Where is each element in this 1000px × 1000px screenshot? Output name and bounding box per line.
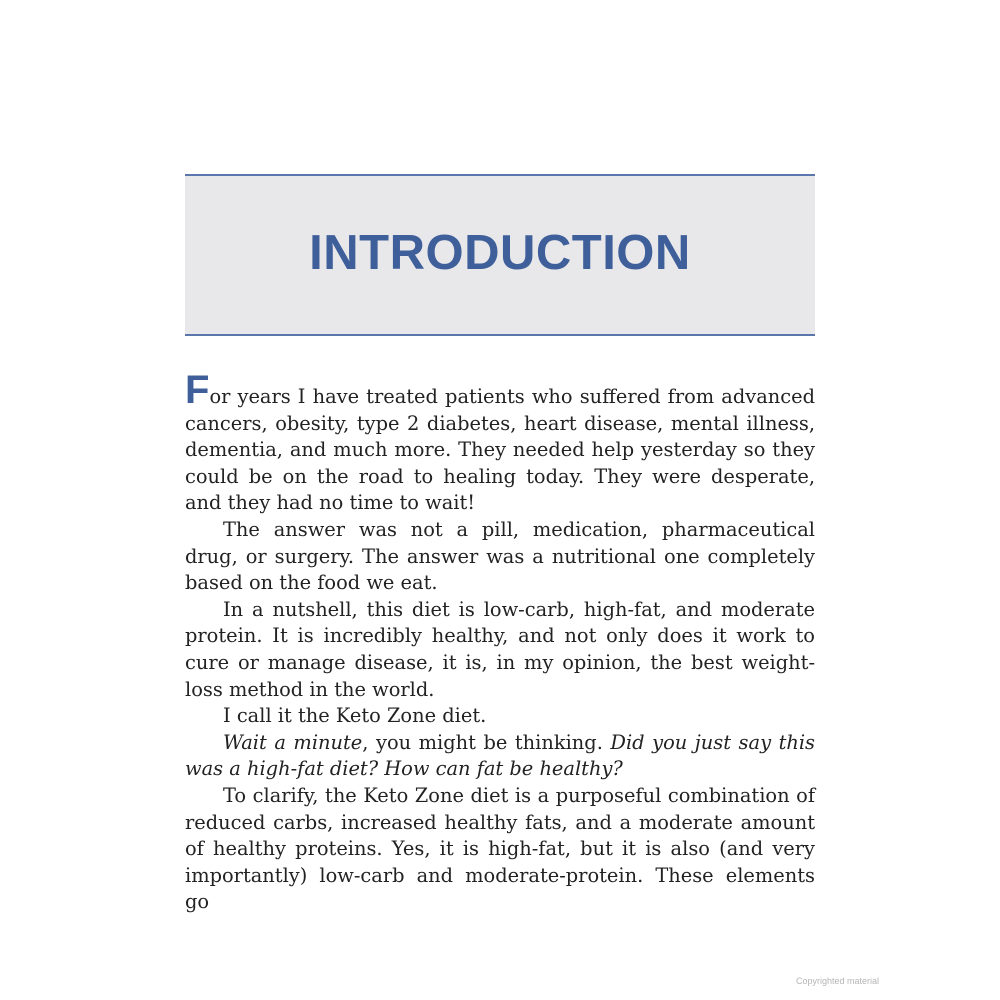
paragraph-5-italic-b: Did you just say this was a high-fat diet? How can fat be healthy?	[185, 730, 815, 781]
chapter-title: INTRODUCTION	[309, 226, 691, 280]
body-text	[185, 368, 815, 916]
paragraph-6: To clarify, the Keto Zone diet is a purposeful combination of reduced carbs, increased healthy fats, and a moderate amount of healthy proteins. Yes, it is high-fat, but it is also (and very importantly) low-carb and moderate-protein. These elements go	[185, 783, 815, 914]
drop-cap: F	[185, 368, 210, 412]
chapter-title-band	[185, 174, 815, 336]
paragraph-5-italic-a: Wait a minute	[223, 730, 363, 754]
paragraph-5-plain: , you might be thinking.	[362, 730, 611, 754]
paragraph-4: I call it the Keto Zone diet.	[223, 704, 487, 728]
copyright-note: Copyrighted material	[796, 976, 880, 986]
paragraph-1	[185, 368, 815, 517]
paragraph-3: In a nutshell, this diet is low-carb, high-fat, and moderate protein. It is incredibly healthy, and not only does it work to cure or manage disease, it is, in my opinion, the best weight-loss method in the world.	[185, 597, 815, 701]
paragraph-1-text: or years I have treated patients who suffered from advanced cancers, obesity, type 2 diabetes, heart disease, mental illness, dementia, and much more. They needed help yesterday so they could be on the road to healing today. They were desperate, and they had no time to wait!	[185, 385, 815, 515]
paragraph-2: The answer was not a pill, medication, pharmaceutical drug, or surgery. The answer was a nutritional one completely based on the food we eat.	[185, 517, 815, 595]
paragraph-5	[185, 730, 815, 783]
